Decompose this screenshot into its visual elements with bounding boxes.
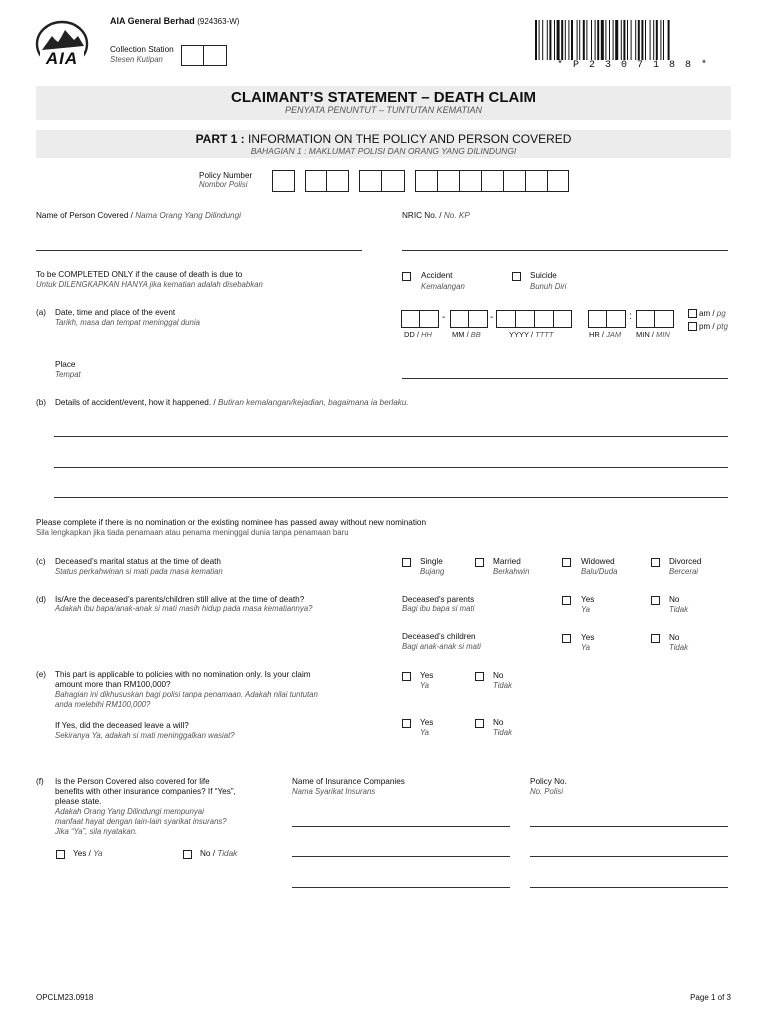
person-covered-text: Name of Person Covered / [36,211,133,220]
insurance-company-field-1[interactable] [292,826,510,827]
nomination-note: Please complete if there is no nomination or the existing nominee has passed away without new nomination [36,518,427,527]
accident-checkbox[interactable] [402,272,411,281]
part1-text: INFORMATION ON THE POLICY AND PERSON COVERED [248,132,572,146]
f-no-text: No / [200,849,216,858]
page-number: Page 1 of 3 [690,993,731,1002]
nric-text: NRIC No. / [402,211,442,220]
q-e-sub-2: anda melebihi RM100,000? [55,700,151,709]
parents-no-sub: Tidak [669,605,688,614]
widowed-checkbox[interactable] [562,558,571,567]
am-text: am / [699,309,715,318]
pm-sub: ptg [716,322,728,331]
divorced-sub: Bercerai [669,567,699,576]
date-yyyy-caption [509,330,553,339]
dd-text: DD / [404,330,419,339]
person-covered-label [36,211,241,221]
part1-label: PART 1 : [195,132,245,146]
policy-no-field-3[interactable] [530,887,728,888]
q-c-sub: Status perkahwinan si mati pada masa kematian [55,567,223,576]
will-sub: Sekiranya Ya, adakah si mati meninggalkan wasiat? [55,731,235,740]
q-c-label: Deceased’s marital status at the time of death [55,557,221,566]
q-e-label-2: amount more than RM100,000? [55,680,171,689]
other-insurance-yes-label [73,849,103,859]
time-min-caption [636,330,670,339]
hr-sub: JAM [606,330,622,339]
details-line-3[interactable] [54,497,728,498]
barcode [535,20,731,60]
am-checkbox[interactable] [688,309,697,318]
min-text: MIN / [636,330,654,339]
dd-sub: HH [421,330,432,339]
date-dd-caption [404,330,432,339]
policy-number-label: Policy Number [199,171,253,180]
will-no-checkbox[interactable] [475,719,484,728]
children-yes-sub: Ya [581,643,590,652]
person-covered-field[interactable] [36,250,362,251]
f-no-sub: Tidak [217,849,238,858]
other-insurance-yes-checkbox[interactable] [56,850,65,859]
q-a-sub: Tarikh, masa dan tempat meninggal dunia [55,318,200,327]
married-sub: Berkahwin [493,567,530,576]
form-code: OPCLM23.0918 [36,993,94,1002]
am-sub: pg [716,309,726,318]
cause-sub: Untuk DILENGKAPKAN HANYA jika kematian adalah disebabkan [36,280,263,289]
company-name: AIA General Berhad [110,16,195,26]
date-mm-caption [452,330,481,339]
claim-yes-label: Yes [420,671,434,680]
yyyy-text: YYYY / [509,330,534,339]
mm-sub: BB [470,330,481,339]
f-yes-sub: Ya [93,849,103,858]
will-yes-label: Yes [420,718,434,727]
single-label: Single [420,557,443,566]
q-e-sub-1: Bahagian ini dikhususkan bagi polisi tanpa penamaan. Adakah nilai tuntutan [55,690,318,699]
children-no-label: No [669,633,680,642]
parents-sub: Bagi ibu bapa si mati [402,604,475,613]
children-no-checkbox[interactable] [651,634,660,643]
children-yes-label: Yes [581,633,595,642]
q-f-sub-3: Jika “Ya”, sila nyatakan. [55,827,138,836]
policy-no-label: Policy No. [530,777,567,786]
policy-no-sub: No. Polisi [530,787,563,796]
policy-number-sub: Nombor Polisi [199,180,248,189]
children-sub: Bagi anak-anak si mati [402,642,481,651]
q-d-sub: Adakah ibu bapa/anak-anak si mati masih hidup pada masa kematiannya? [55,604,313,613]
other-insurance-no-label [200,849,237,859]
hr-text: HR / [589,330,604,339]
suicide-checkbox[interactable] [512,272,521,281]
insurance-companies-sub: Nama Syarikat Insurans [292,787,376,796]
q-a-number: (a) [36,308,47,317]
q-b-sub: Butiran kemalangan/kejadian, bagaimana ia berlaku. [217,398,409,407]
mm-text: MM / [452,330,469,339]
q-f-label-2: benefits with other insurance companies? If “Yes”, [55,787,236,796]
single-checkbox[interactable] [402,558,411,567]
q-e-number: (e) [36,670,47,679]
parents-no-checkbox[interactable] [651,596,660,605]
nomination-note-sub: Sila lengkapkan jika tiada penamaan atau penama meninggal dunia tanpa penamaan baru [36,528,349,537]
company-line [110,16,239,26]
aia-logo [34,20,90,72]
policy-no-field-2[interactable] [530,856,728,857]
date-separator-2: - [490,312,494,323]
q-b-text: Details of accident/event, how it happened. / [55,398,216,407]
children-yes-checkbox[interactable] [562,634,571,643]
barcode-text: * P 2 3 0 7 1 8 8 * [556,60,710,71]
q-f-label-1: Is the Person Covered also covered for life [55,777,210,786]
pm-checkbox[interactable] [688,322,697,331]
children-no-sub: Tidak [669,643,688,652]
nric-label [402,211,470,221]
place-sub: Tempat [55,370,81,379]
accident-sub: Kemalangan [421,282,465,291]
will-yes-sub: Ya [420,728,429,737]
parents-yes-checkbox[interactable] [562,596,571,605]
q-f-number: (f) [36,777,44,786]
date-dd-input[interactable] [401,310,439,328]
accident-label: Accident [421,271,453,280]
yyyy-sub: TTTT [535,330,554,339]
part1-subtitle: BAHAGIAN 1 : MAKLUMAT POLISI DAN ORANG YANG DILINDUNGI [250,146,517,156]
will-no-label: No [493,718,504,727]
insurance-company-field-2[interactable] [292,856,510,857]
collection-station-input[interactable] [181,45,227,66]
children-label: Deceased’s children [402,632,476,641]
logo-text: AIA [40,50,84,68]
policy-number-box-3[interactable] [359,170,405,192]
date-yyyy-input[interactable] [496,310,572,328]
q-e-label-1: This part is applicable to policies with no nomination only. Is your claim [55,670,311,679]
collection-station-sub: Stesen Kutipan [110,55,163,64]
claim-yes-checkbox[interactable] [402,672,411,681]
insurance-companies-label: Name of Insurance Companies [292,777,405,786]
details-line-2[interactable] [54,467,728,468]
q-f-label-3: please state. [55,797,102,806]
f-yes-text: Yes / [73,849,91,858]
married-label: Married [493,557,521,566]
parents-label: Deceased’s parents [402,595,475,604]
q-f-sub-1: Adakah Orang Yang Dilindungi mempunyai [55,807,204,816]
q-f-sub-2: manfaat hayat dengan lain-lain syarikat insurans? [55,817,227,826]
divorced-checkbox[interactable] [651,558,660,567]
suicide-label: Suicide [530,271,557,280]
policy-number-box-1[interactable] [272,170,295,192]
policy-no-field-1[interactable] [530,826,728,827]
place-field[interactable] [402,378,728,379]
person-covered-sub: Nama Orang Yang Dilindungi [135,211,241,220]
will-label: If Yes, did the deceased leave a will? [55,721,189,730]
q-b-label [55,398,409,408]
suicide-sub: Bunuh Diri [530,282,567,291]
will-no-sub: Tidak [493,728,512,737]
policy-number-box-4[interactable] [415,170,569,192]
time-hr-caption [589,330,621,339]
married-checkbox[interactable] [475,558,484,567]
divorced-label: Divorced [669,557,702,566]
q-a-label: Date, time and place of the event [55,308,176,317]
min-sub: MIN [656,330,670,339]
place-label: Place [55,360,76,369]
am-label [699,309,726,318]
page-subtitle: PENYATA PENUNTUT – TUNTUTAN KEMATIAN [284,105,482,115]
part1-title [36,132,731,146]
q-b-number: (b) [36,398,47,407]
pm-label [699,322,728,331]
claim-yes-sub: Ya [420,681,429,690]
time-hr-input[interactable] [588,310,626,328]
insurance-company-field-3[interactable] [292,887,510,888]
q-d-label: Is/Are the deceased’s parents/children still alive at the time of death? [55,595,305,604]
parents-yes-sub: Ya [581,605,590,614]
widowed-sub: Balu/Duda [581,567,618,576]
will-yes-checkbox[interactable] [402,719,411,728]
time-separator: : [629,311,632,322]
pm-text: pm / [699,322,715,331]
collection-station-label: Collection Station [110,45,174,54]
company-reg-no: (924363-W) [197,17,240,26]
policy-number-box-2[interactable] [305,170,349,192]
details-line-1[interactable] [54,436,728,437]
cause-label: To be COMPLETED ONLY if the cause of death is due to [36,270,243,279]
claim-no-sub: Tidak [493,681,512,690]
single-sub: Bujang [420,567,445,576]
time-min-input[interactable] [636,310,674,328]
nric-field[interactable] [402,250,728,251]
claim-no-label: No [493,671,504,680]
claim-no-checkbox[interactable] [475,672,484,681]
widowed-label: Widowed [581,557,615,566]
parents-no-label: No [669,595,680,604]
q-c-number: (c) [36,557,46,566]
other-insurance-no-checkbox[interactable] [183,850,192,859]
date-separator-1: - [442,312,446,323]
parents-yes-label: Yes [581,595,595,604]
nric-sub: No. KP [443,211,470,220]
page-title: CLAIMANT’S STATEMENT – DEATH CLAIM [231,89,536,106]
date-mm-input[interactable] [450,310,488,328]
q-d-number: (d) [36,595,47,604]
